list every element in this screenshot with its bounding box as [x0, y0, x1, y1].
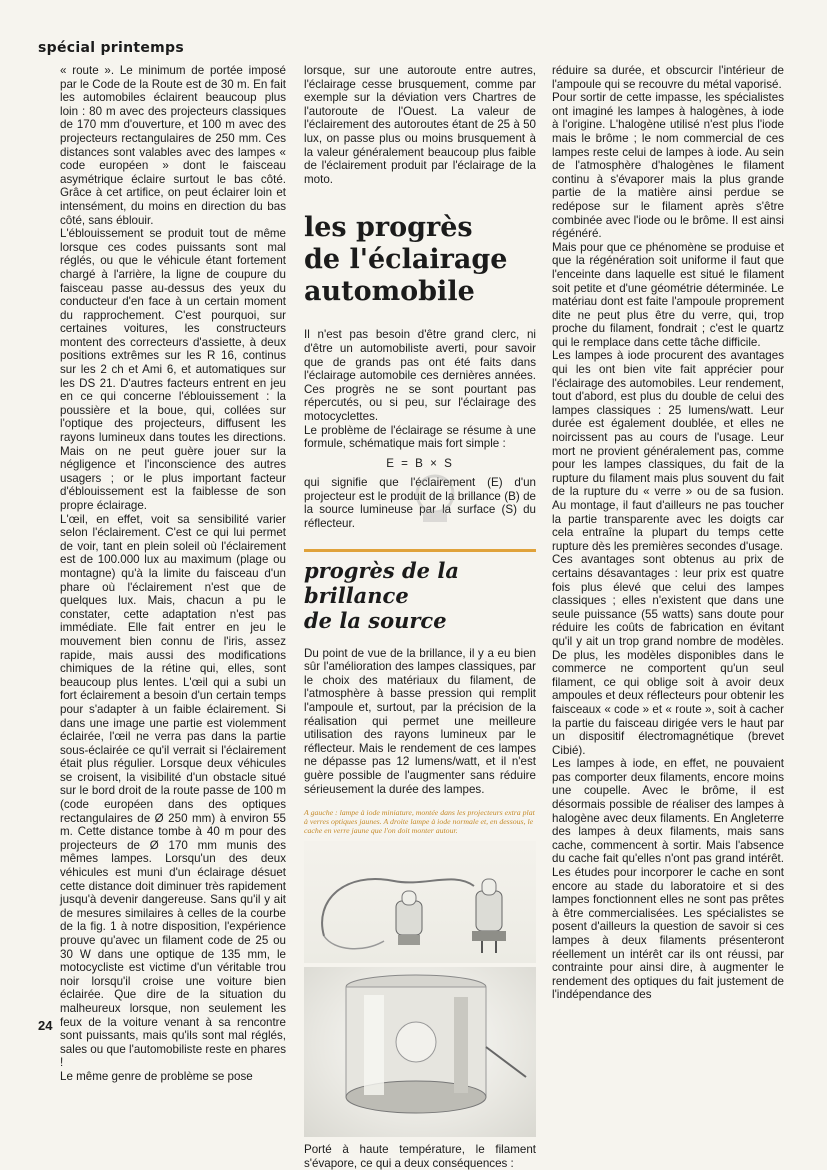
title-line: automobile — [304, 276, 475, 308]
paragraph: réduire sa durée, et obscurcir l'intérieur de l'ampoule qui se recouvre du métal vaporisé. — [552, 64, 784, 91]
paragraph: lorsque, sur une autoroute entre autres, l'éclairage cesse brusquement, comme par exemple sur la déviation vers Chartres de l'autoroute de l'Ouest. La valeur de l'éclairement des autoroutes étant de 25 à 50 lux, on passe plus ou moins brusquement à la valeur généralement beaucoup plus faible de l'éclairement produit par l'éclairage de la moto. — [304, 64, 536, 186]
paragraph: Les lampes à iode, en effet, ne pouvaient pas comporter deux filaments, encore moins une coupelle. Avec le brôme, il est désormais possible de réaliser des lampes à halogène avec deux filaments. En Angleterre des lampes à deux filaments, mais sans cache, commencent à sortir. Mais l'absence du cache fait qu'elles n'ont pas grand intérêt. Les études pour incorporer le cache en sont encore au stade du laboratoire et si des lampes fonctionnent elles ne sont pas prêtes à être commercialisées. Les spécialistes se posent d'ailleurs la question de savoir si ces lampes à deux filaments présenteront réellement un intérêt car ils ont réussi, par contrainte pour ainsi dire, à augmenter le rendement des optiques du fait justement de l'indépendance des — [552, 757, 784, 1002]
paragraph: L'œil, en effet, voit sa sensibilité varier selon l'éclairement. C'est ce qui lui permet de voir, tant en plein soleil où l'éclairement est de 100.000 lux au maximum (plage ou montagne) qu'à la limite du faisceau d'un phare où l'éclairement n'est que de quelques lux. Mais, chacun a pu le constater, cette adaptation n'est pas immédiate. Elle fait entrer en jeu le mouvement bien connu de l'iris, assez rapide, mais aussi des modifications chimiques de la rétine qui, elles, sont beaucoup plus lentes. L'œil qui a subi un fort éclairement a besoin d'un certain temps pour s'adapter à un faible éclairement. Si dans une image une partie est violemment éclairée, l'œil ne verra pas dans la partie sous-éclairée ce qu'il verrait si l'éclairement était plus régulier. Lorsque deux véhicules se croisent, la visibilité d'un obstacle situé sur le bord droit de la route passe de 100 m (code européen dans des optiques rectangulaires de Ø 250 mm) à environ 55 m. Cette distance tombe à 40 m pour des projecteurs de Ø 170 mm munis des mêmes lampes. Lorsqu'un des deux véhicules est muni d'un éclairage désuet cette distance doit diminuer très rapidement jusqu'à devenir dangereuse. Sans qu'il y ait de mesures similaires à celles de la courbe de la fig. 1 à notre disposition, l'expérience prouve qu'avec un filament code de 25 ou 30 W dans une optique de 135 mm, le motocycliste est victime d'un véritable trou noir lorsqu'il croise une voiture bien éclairée. Que dire de la situation du malheureux lorsque, non seulement les feux de la voiture venant à sa rencontre sont puissants, mais qu'ils sont mal réglés, sales ou que l'automobiliste reste en phares ! — [60, 512, 286, 1070]
column-1 — [60, 64, 286, 1084]
paragraph: Du point de vue de la brillance, il y a eu bien sûr l'amélioration des lampes classiques, par le choix des matériaux du filament, de l'atmosphère à basse pression qui remplit l'ampoule et, surtout, par la précision de la réalisation qui permet une meilleure utilisation des rayons lumineux par le réflecteur. Mais le rendement de ces lampes ne dépasse pas 12 lumens/watt, et il n'est guère possible de l'augmenter sans réduire sérieusement la durée des lampes. — [304, 646, 536, 796]
paragraph: L'éblouissement se produit tout de même lorsque ces codes puissants sont mal réglés, ou que le véhicule étant fortement chargé à l'arrière, la ligne de coupure du faisceau passe au-dessus des yeux du conducteur d'en face à un certain moment du rapprochement. C'est pourquoi, sur certaines voitures, les constructeurs montent des correcteurs d'assiette, à deux positions extrêmes sur les R 16, continus sur les 2 ch et Ami 6, et automatiques sur les DS 21. D'autres facteurs entrent en jeu en ce qui concerne l'éblouissement : la poussière et la boue, qui, collées sur l'optique des projecteurs, diffusent les rayons lumineux dans toutes les directions. Mais on ne peut guère jouer sur la négligence et l'inconscience des autres usagers ; or le plus important facteur d'éblouissement est la faiblesse de son propre éclairage. — [60, 227, 286, 512]
cache-photo — [304, 967, 536, 1137]
article-title — [304, 212, 536, 308]
title-line: les progrès — [304, 212, 473, 244]
paragraph: Il n'est pas besoin d'être grand clerc, ni d'être un automobiliste averti, pour savoir que de grands pas ont été faits dans l'éclairage automobile ces dernières années. Ces progrès ne se sont pourtant pas répercutés, ou si peu, sur l'éclairage des motocyclettes. — [304, 328, 536, 423]
paragraph: Le problème de l'éclairage se résume à une formule, schématique mais fort simple : — [304, 423, 536, 451]
watermark-logo-icon — [405, 468, 465, 528]
column-3 — [552, 64, 784, 1002]
subtitle-line: progrès de la brillance — [304, 557, 459, 608]
paragraph: Ces avantages sont obtenus au prix de certains désavantages : leur prix est quatre fois plus élevé que celui des lampes classiques ; elles n'existent que dans une seule puissance (55 watts) sans doute pour réduire les coûts de fabrication en évitant qu'il y ait un trop grand nombre de modèles. De plus, les modèles disponibles dans le commerce ne comportent qu'un seul filament, ce qui oblige soit à avoir deux ampoules et deux réflecteurs pour obtenir les faisceaux « code » et « route », soit à cacher la partie du faisceau dirigée vers le haut par un dispositif électromagnétique (brevet Cibié). — [552, 553, 785, 757]
page-number: 24 — [38, 1018, 53, 1033]
paragraph: Le même genre de problème se pose — [60, 1069, 253, 1083]
paragraph: Mais pour que ce phénomène se produise et que la régénération soit uniforme il faut que l'enceinte dans laquelle est situé le filament soit petite et d'une géométrie déterminée. Le matériau dont est faite l'ampoule proprement dite ne peut plus être du verre, qui, trop proche du filament, fondrait ; c'est le quartz qui le remplace dans cette tâche difficile. — [552, 240, 784, 349]
lamps-photo — [304, 841, 536, 963]
photo-caption: A gauche : lampe à iode miniature, montée dans les projecteurs extra plat à verres optiques jaunes. A droite lampe à iode normale et, en dessous, le cache en verre jaune que l'on doit monter autour. — [304, 808, 535, 836]
iode-lamps-illustration — [304, 841, 536, 963]
subtitle-line: de la source — [304, 607, 447, 633]
formula: E = B × S — [386, 456, 454, 470]
subsection — [304, 549, 536, 633]
yellow-cache-illustration — [304, 967, 536, 1137]
subsection-title — [304, 558, 536, 633]
paragraph: Les lampes à iode procurent des avantages qui les ont bien vite fait apprécier pour l'éclairage des automobiles. Leur rendement, tout d'abord, est plus du double de celui des lampes classiques : 25 lumens/watt. Leur durée est également doublée, et elles ne noircissent pas au cours de l'usage. Leur mort ne provient généralement pas, comme pour les lampes classiques, du fait de la rupture du filament mais plus souvent du fait de la rupture du « verre » ou de sa fusion. Au montage, il faut d'ailleurs ne pas toucher la partie transparente avec les doigts car cela entraîne la plupart du temps cette rupture dès les premières secondes d'usage. — [552, 349, 784, 553]
paragraph: qui signifie que l'éclairement (E) d'un projecteur est le produit de la brillance (B) de la source lumineuse par la surface (S) du réflecteur. — [304, 476, 536, 531]
column-2 — [304, 64, 536, 1170]
paragraph: Pour sortir de cette impasse, les spécialistes ont imaginé les lampes à halogènes, à iode à l'origine. L'halogène utilisé n'est plus l'iode mais le brôme ; le nom commercial de ces lampes reste celui de lampes à iode. Au sein de l'atmosphère d'halogènes le filament continu à s'évaporer mais la plus grande partie de la matière ainsi perdue se redépose sur le filament après s'être combinée avec l'iode ou le brôme. Il est ainsi régénéré. — [552, 91, 784, 241]
paragraph: Porté à haute température, le filament s'évapore, ce qui a deux conséquences : — [304, 1143, 536, 1170]
paragraph: « route ». Le minimum de portée imposé par le Code de la Route est de 30 m. En fait les automobiles éclairent beaucoup plus loin : 80 m avec des projecteurs classiques de 170 mm d'ouverture, et 100 m avec des projecteurs rectangulaires de 250 mm. Ces distances sont valables avec des lampes « code européen » dont le faisceau asymétrique éclaire surtout le bas côté. Grâce à cet artifice, on peut éclairer loin et intensément, du moins en direction du bas côté, sans éblouir. — [60, 64, 286, 227]
title-line: de l'éclairage — [304, 244, 508, 276]
section-header: spécial printemps — [38, 40, 184, 56]
